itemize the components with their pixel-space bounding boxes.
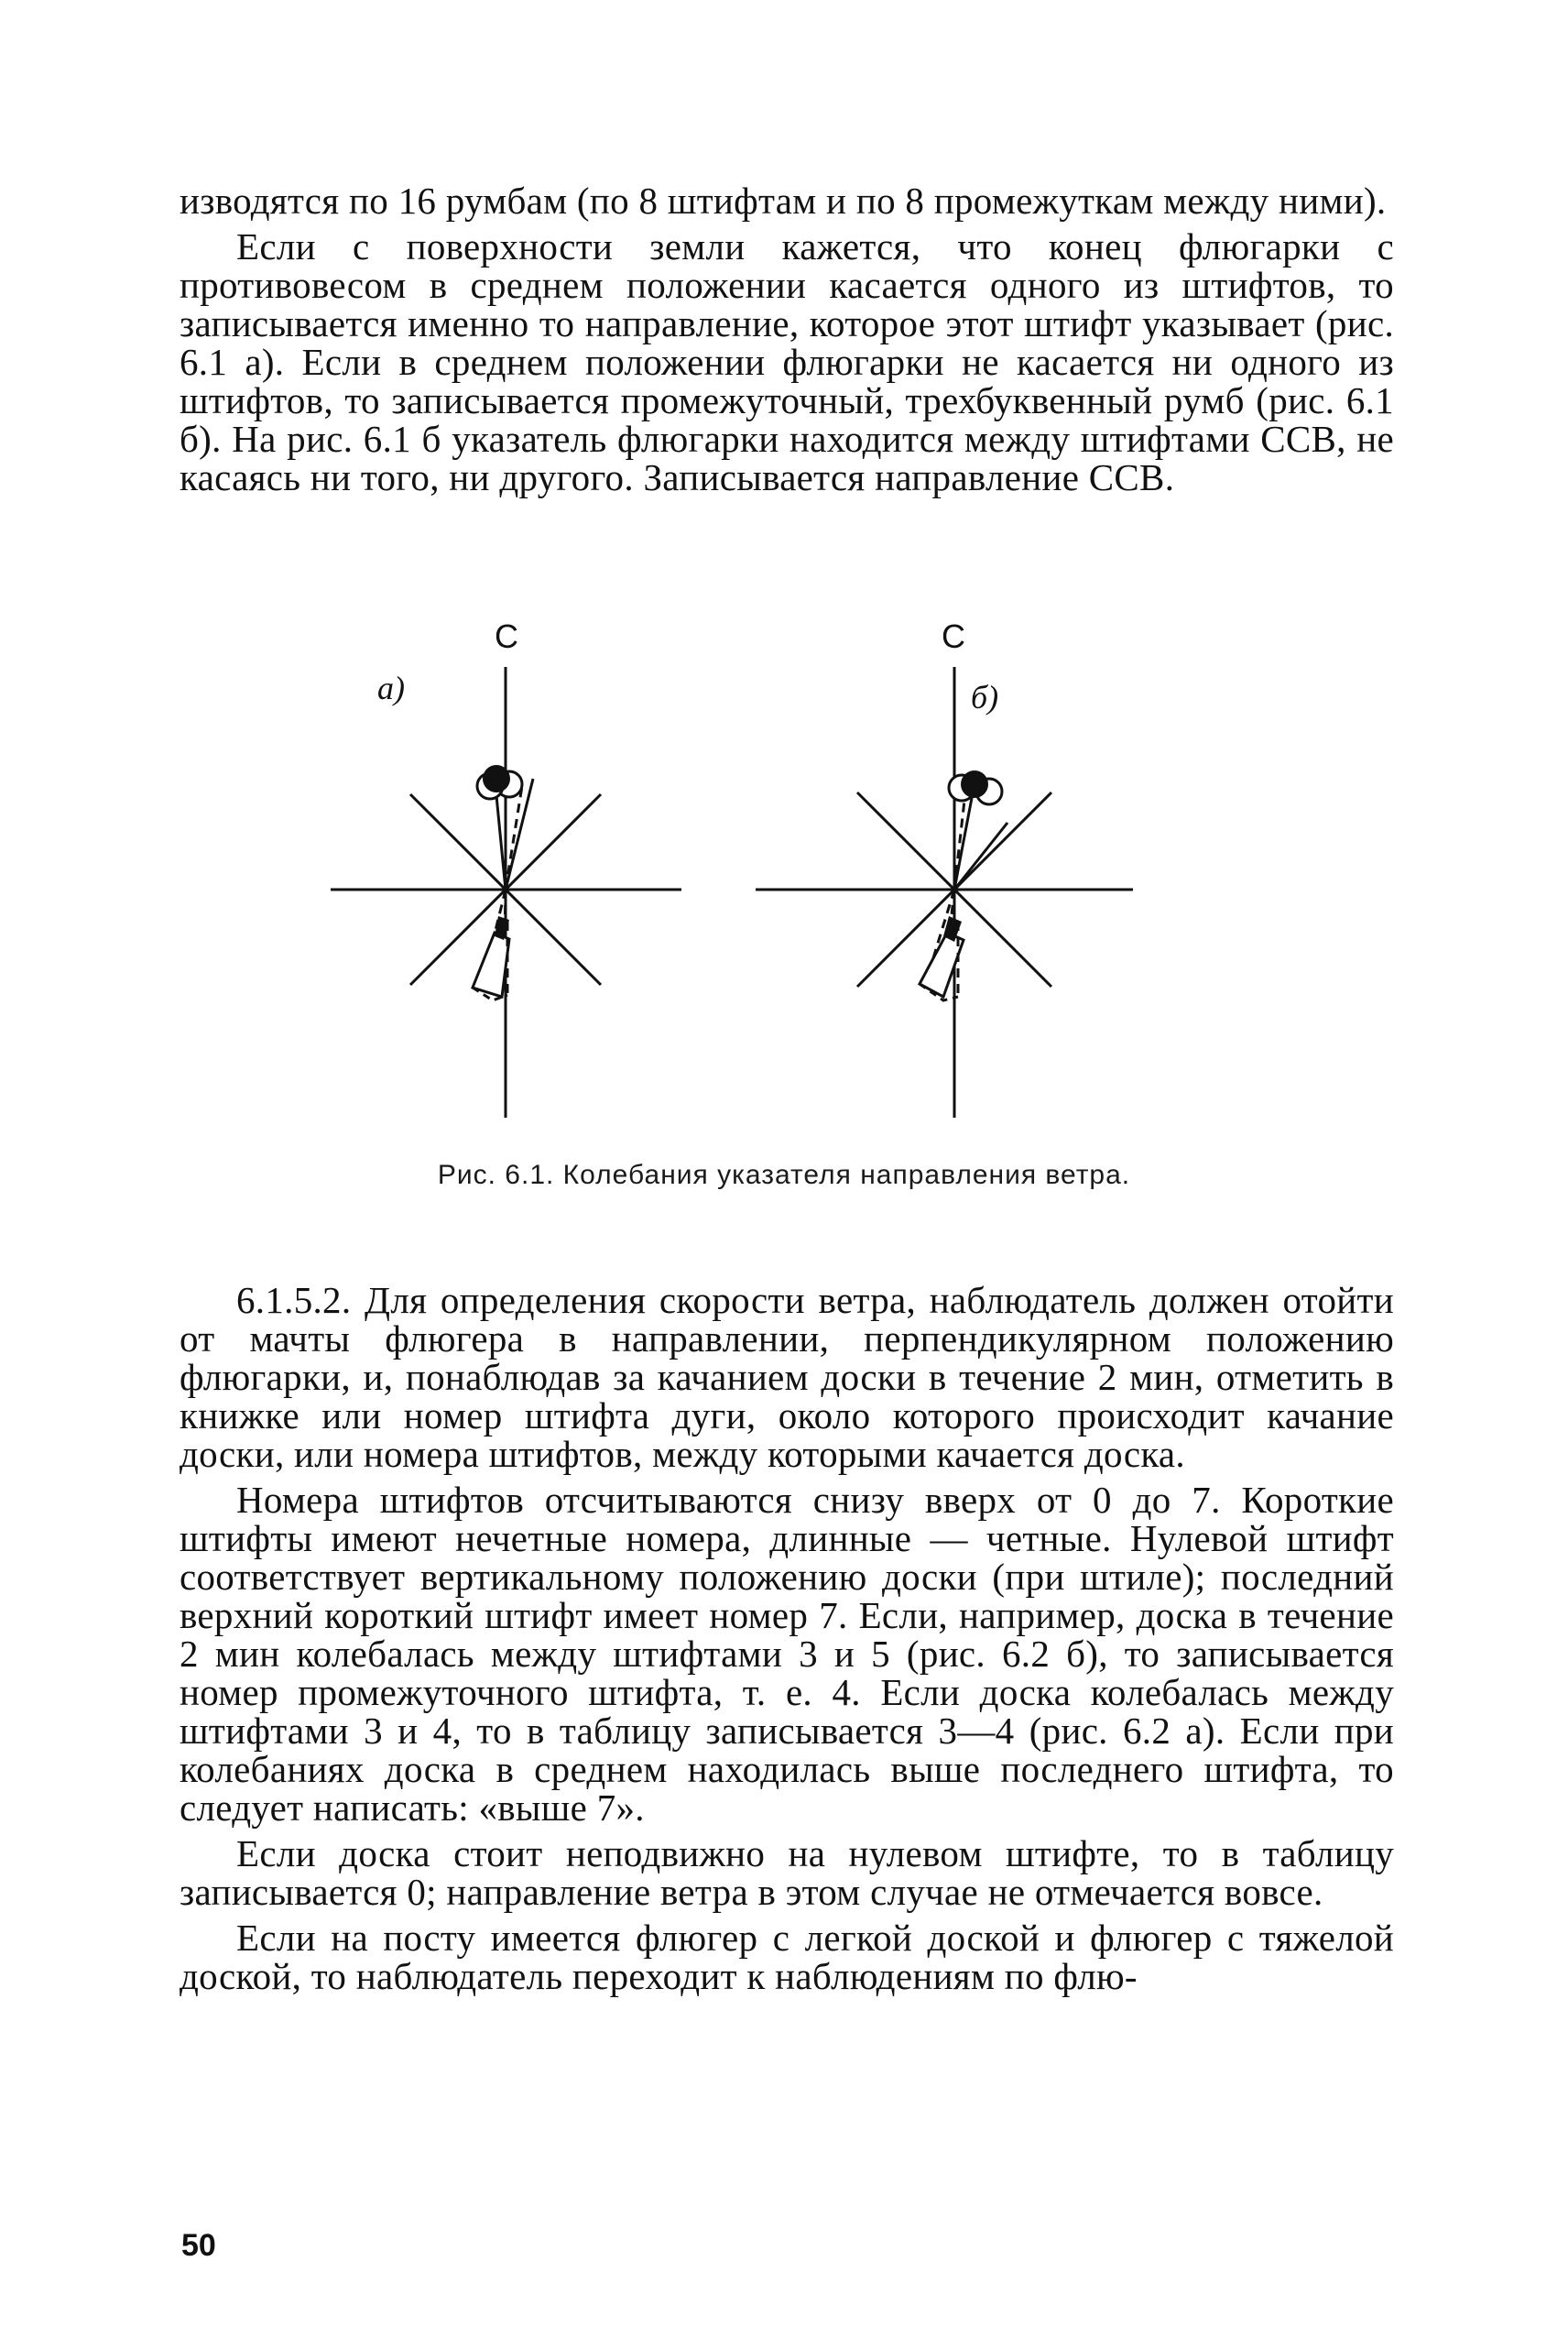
top-text-block <box>180 181 1394 504</box>
paragraph-calm: Если доска стоит неподвижно на нулевом штифте, то в таблицу записывается 0; направление ветра в этом случае не отмечается вовсе. <box>180 1832 1394 1913</box>
paragraph-continuation: изводятся по 16 румбам (по 8 штифтам и по 8 промежуткам между ними). <box>180 180 1387 222</box>
figure-6-1 <box>311 617 1227 1136</box>
panel-a-tail <box>473 933 509 997</box>
figure-caption: Рис. 6.1. Колебания указателя направления ветра. <box>437 1160 1131 1190</box>
panel-a-counterweight-center <box>483 765 510 792</box>
panel-b-label: б) <box>971 679 999 716</box>
paragraph-two-vanes: Если на посту имеется флюгер с легкой доской и флюгер с тяжелой доской, то наблюдатель переходит к наблюдениям по флю- <box>180 1917 1394 1997</box>
panel-b-north-label: С <box>942 617 965 655</box>
page-number: 50 <box>181 2228 216 2263</box>
paragraph-pin-numbers: Номера штифтов отсчитываются снизу вверх от 0 до 7. Короткие штифты имеют нечетные номера, длинные — четные. Нулевой штифт соответствует вертикальному положению доски (при штиле); последний верхний короткий штифт имеет номер 7. Если, например, доска в течение 2 мин колебалась между штифтами 3 и 5 (рис. 6.2 б), то записывается номер промежуточного штифта, т. е. 4. Если доска колебалась между штифтами 3 и 4, то в таблицу записывается 3—4 (рис. 6.2 а). Если при колебаниях доска в среднем находилась выше последнего штифта, то следует написать: «выше 7». <box>180 1479 1394 1829</box>
panel-a-label: а) <box>377 670 405 706</box>
panel-b-rotated-pin <box>954 823 1007 890</box>
panel-b-counterweight-center <box>961 770 988 798</box>
panel-a-north-label: С <box>495 617 518 655</box>
bottom-text-block <box>180 1281 1394 2003</box>
paragraph-wind-speed: 6.1.5.2. Для определения скорости ветра, наблюдатель должен отойти от мачты флюгера в направлении, перпендикулярном положению флюгарки, и, понаблюдав за качанием доски в течение 2 мин, отметить в книжке или номер штифта дуги, около которого происходит качание доски, или номера штифтов, между которыми качается доска. <box>180 1279 1394 1475</box>
paragraph-vane-direction: Если с поверхности земли кажется, что конец флюгарки с противовесом в среднем положении касается одного из штифтов, то записывается именно то направление, которое этот штифт указывает (рис. 6.1 а). Если в среднем положении флюгарки не касается ни одного из штифтов, то записывается промежуточный, трехбуквенный румб (рис. 6.1 б). На рис. 6.1 б указатель флюгарки находится между штифтами ССВ, не касаясь ни того, ни другого. Записывается направление ССВ. <box>180 225 1394 498</box>
figure-drawing <box>311 623 1227 1136</box>
